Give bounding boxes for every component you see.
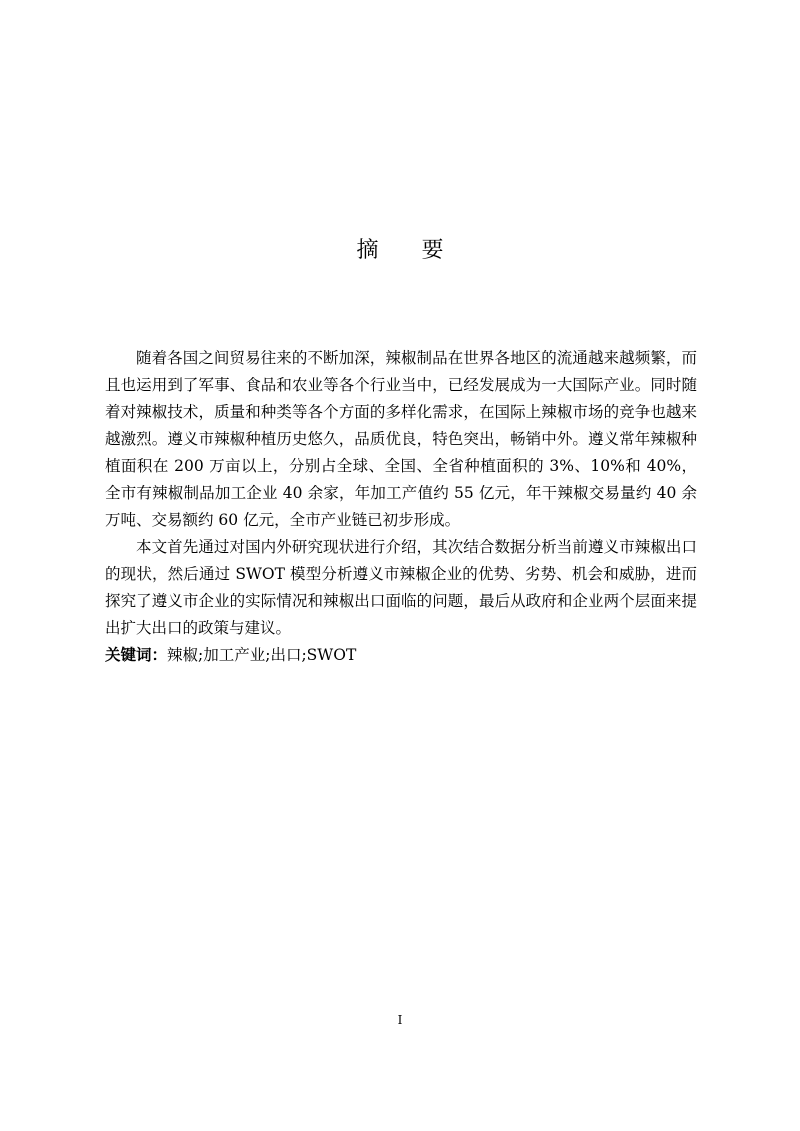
keywords-line [105,642,697,669]
keywords-label: 关键词： [105,646,168,664]
abstract-title: 摘 要 [356,238,462,263]
abstract-paragraph-1: 随着各国之间贸易往来的不断加深，辣椒制品在世界各地区的流通越来越频繁，而且也运用到了军事、食品和农业等各个行业当中，已经发展成为一大国际产业。同时随着对辣椒技术，质量和种类等各个方面的多样化需求，在国际上辣椒市场的竞争也越来越激烈。遵义市辣椒种植历史悠久，品质优良，特色突出，畅销中外。遵义常年辣椒种植面积在 200 万亩以上，分别占全球、全国、全省种植面积的 3%、10%和 40%，全市有辣椒制品加工企业 40 余家，年加工产值约 55 亿元，年干辣椒交易量约 40 余万吨、交易额约 60 亿元，全市产业链已初步形成。 [105,349,697,529]
keywords-value: 辣椒;加工产业;出口;SWOT [167,646,357,664]
abstract-body [105,345,697,669]
abstract-paragraph-2: 本文首先通过对国内外研究现状进行介绍，其次结合数据分析当前遵义市辣椒出口的现状，然后通过 SWOT 模型分析遵义市辣椒企业的优势、劣势、机会和威胁，进而探究了遵义市企业的实际情况和辣椒出口面临的问题，最后从政府和企业两个层面来提出扩大出口的政策与建议。 [105,538,697,637]
page-number: I [397,1013,403,1027]
